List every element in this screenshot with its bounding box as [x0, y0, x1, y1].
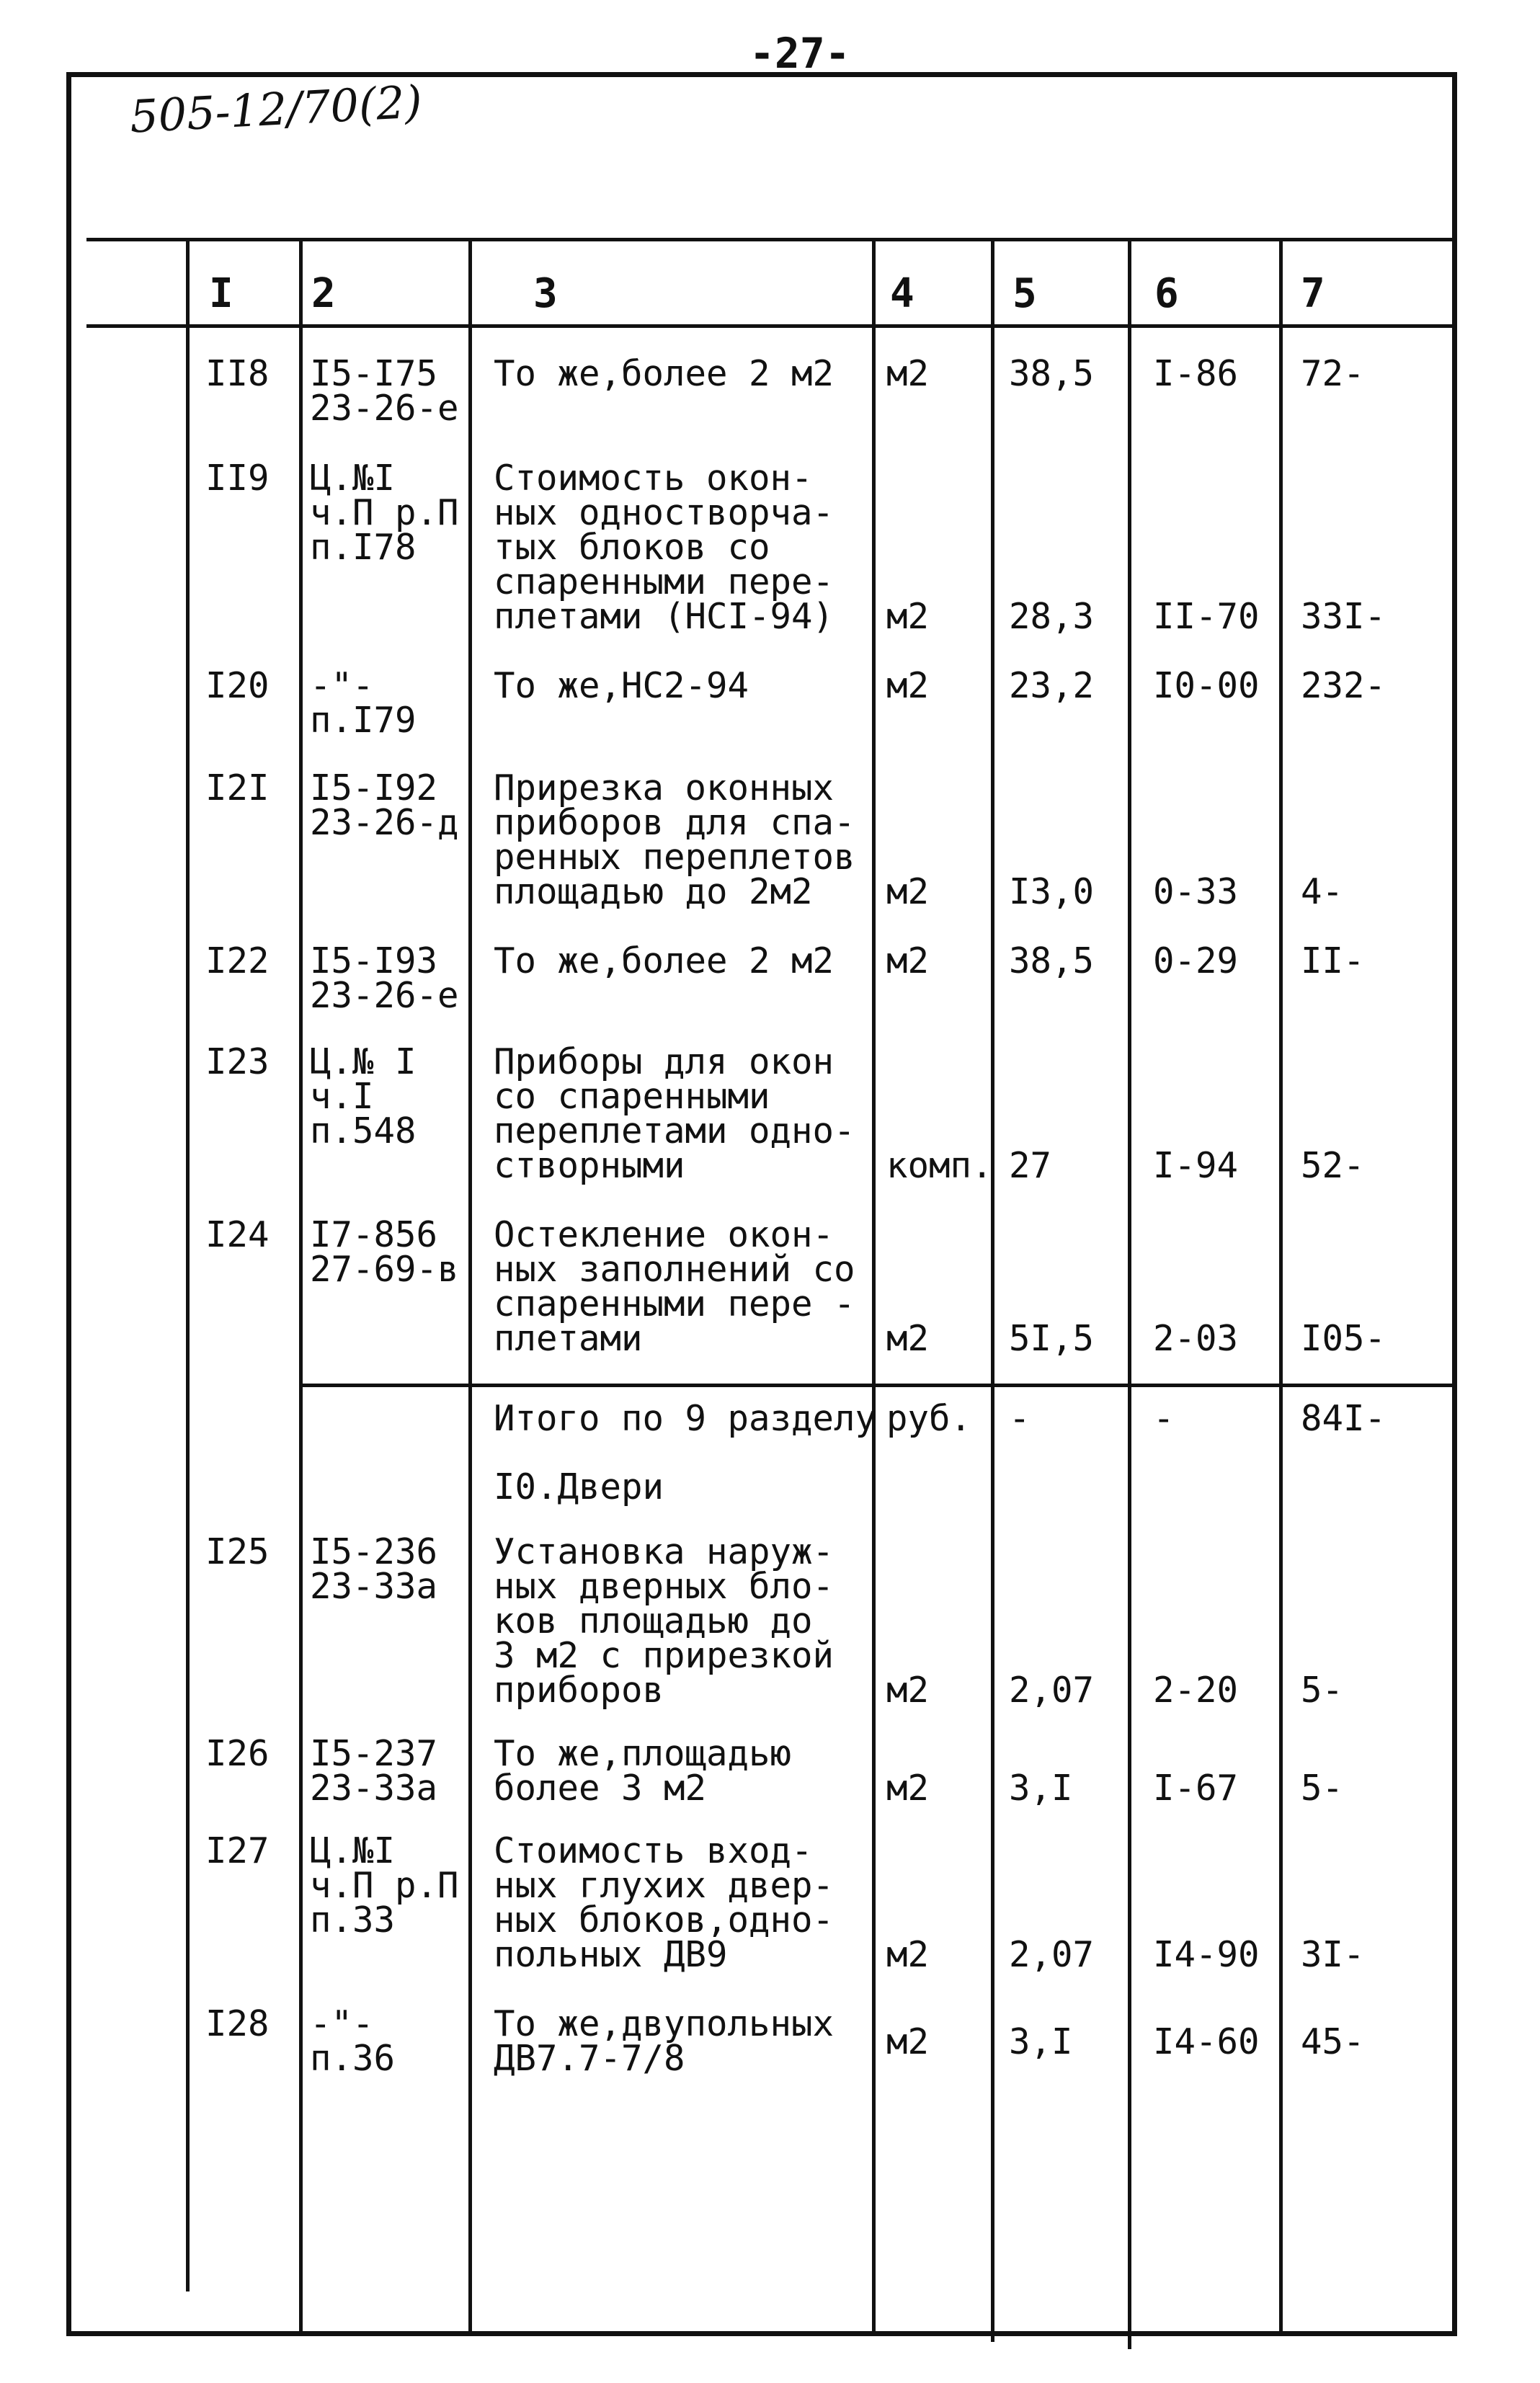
row-price: I0-00 — [1153, 665, 1260, 706]
row-sum: I05- — [1301, 1318, 1387, 1359]
row-description: То же,площадью более 3 м2 — [494, 1733, 792, 1809]
column-divider-4 — [872, 238, 876, 2331]
row-number: I20 — [205, 665, 270, 706]
row-price: 0-29 — [1153, 940, 1239, 981]
row-unit: м2 — [886, 940, 930, 981]
row-code: -"- п.36 — [310, 2003, 396, 2079]
row-description: Прирезка оконных приборов для спа- ренных переплетов площадью до 2м2 — [494, 767, 855, 912]
row-unit: м2 — [886, 1934, 930, 1975]
row-sum: II- — [1301, 940, 1365, 981]
row-sum: 5- — [1301, 1768, 1344, 1809]
row-description: Стоимость окон- ных одностворча- тых блоков со спаренными пере- плетами (НСI-94) — [494, 458, 834, 637]
row-number: I25 — [205, 1531, 270, 1572]
header-col-6: 6 — [1154, 270, 1179, 317]
row-number: I27 — [205, 1830, 270, 1871]
row-unit: м2 — [886, 596, 930, 637]
subtotal-price: - — [1153, 1398, 1175, 1439]
row-description: Остекление окон- ных заполнений со спаренными пере - плетами — [494, 1214, 855, 1359]
row-number: I28 — [205, 2003, 270, 2044]
row-description: Приборы для окон со спаренными переплетами одно- створными — [494, 1041, 855, 1186]
subtotal-quantity: - — [1009, 1398, 1031, 1439]
row-sum: 5- — [1301, 1670, 1344, 1711]
row-price: I-67 — [1153, 1768, 1239, 1809]
row-code: I5-236 23-33а — [310, 1531, 438, 1607]
column-divider-7 — [1279, 238, 1283, 2335]
header-col-5: 5 — [1012, 270, 1037, 317]
handwritten-note: 505-12/70(2) — [128, 75, 424, 143]
row-code: Ц.№I ч.П р.П п.33 — [310, 1830, 459, 1941]
row-sum: 33I- — [1301, 596, 1387, 637]
row-quantity: 38,5 — [1009, 353, 1095, 394]
column-divider-5 — [991, 238, 994, 2342]
header-bottom-line — [86, 324, 1452, 328]
row-number: I24 — [205, 1214, 270, 1255]
row-price: I-94 — [1153, 1145, 1239, 1186]
page-number: -27- — [749, 29, 850, 78]
row-unit: комп. — [886, 1145, 993, 1186]
row-sum: 4- — [1301, 871, 1344, 912]
row-price: II-70 — [1153, 596, 1260, 637]
row-unit: м2 — [886, 871, 930, 912]
row-price: I4-90 — [1153, 1934, 1260, 1975]
row-quantity: 2,07 — [1009, 1934, 1095, 1975]
row-price: I-86 — [1153, 353, 1239, 394]
row-quantity: 3,I — [1009, 1768, 1073, 1809]
row-description: Установка наруж- ных дверных бло- ков площадью до 3 м2 с прирезкой приборов — [494, 1531, 834, 1711]
row-price: I4-60 — [1153, 2021, 1260, 2062]
row-sum: 52- — [1301, 1145, 1365, 1186]
row-number: I22 — [205, 940, 270, 981]
row-code: Ц.№ I ч.I п.548 — [310, 1041, 417, 1152]
row-sum: 72- — [1301, 353, 1365, 394]
row-sum: 45- — [1301, 2021, 1365, 2062]
row-quantity: 38,5 — [1009, 940, 1095, 981]
header-col-3: 3 — [533, 270, 558, 317]
row-code: -"- п.I79 — [310, 665, 417, 741]
row-unit: м2 — [886, 1670, 930, 1711]
row-quantity: 3,I — [1009, 2021, 1073, 2062]
row-description: То же,НС2-94 — [494, 665, 749, 706]
subtotal-sum: 84I- — [1301, 1398, 1387, 1439]
row-code: I5-I93 23-26-е — [310, 940, 459, 1016]
row-unit: м2 — [886, 665, 930, 706]
row-code: Ц.№I ч.П р.П п.I78 — [310, 458, 459, 568]
row-price: 2-03 — [1153, 1318, 1239, 1359]
row-quantity: 28,3 — [1009, 596, 1095, 637]
row-number: I26 — [205, 1733, 270, 1774]
row-quantity: 27 — [1009, 1145, 1052, 1186]
row-description: Стоимость вход- ных глухих двер- ных блоков,одно- польных ДВ9 — [494, 1830, 834, 1975]
row-code: I5-I75 23-26-е — [310, 353, 459, 429]
header-col-1: I — [209, 270, 233, 317]
column-divider-6 — [1128, 238, 1131, 2349]
header-col-4: 4 — [890, 270, 914, 317]
row-description: То же,более 2 м2 — [494, 940, 834, 981]
column-divider-2 — [299, 238, 303, 2331]
row-sum: 3I- — [1301, 1934, 1365, 1975]
column-divider-3 — [468, 238, 472, 2331]
row-quantity: I3,0 — [1009, 871, 1095, 912]
row-code: I7-856 27-69-в — [310, 1214, 459, 1290]
row-price: 0-33 — [1153, 871, 1239, 912]
row-number: I2I — [205, 767, 270, 809]
row-number: II8 — [205, 353, 270, 394]
subtotal-unit: руб. — [886, 1398, 972, 1439]
row-code: I5-I92 23-26-д — [310, 767, 459, 843]
row-unit: м2 — [886, 1318, 930, 1359]
row-sum: 232- — [1301, 665, 1387, 706]
header-col-2: 2 — [311, 270, 336, 317]
column-divider-1 — [186, 238, 190, 2291]
row-quantity: 5I,5 — [1009, 1318, 1095, 1359]
row-number: II9 — [205, 458, 270, 499]
row-description: То же,двупольных ДВ7.7-7/8 — [494, 2003, 834, 2079]
document-frame — [66, 72, 1457, 2336]
row-unit: м2 — [886, 2021, 930, 2062]
row-number: I23 — [205, 1041, 270, 1082]
row-quantity: 2,07 — [1009, 1670, 1095, 1711]
header-col-7: 7 — [1301, 270, 1325, 317]
subtotal-label: Итого по 9 разделу — [494, 1398, 877, 1439]
row-description: То же,более 2 м2 — [494, 353, 834, 394]
row-quantity: 23,2 — [1009, 665, 1095, 706]
row-unit: м2 — [886, 1768, 930, 1809]
section-title: I0.Двери — [494, 1466, 664, 1507]
row-price: 2-20 — [1153, 1670, 1239, 1711]
row-unit: м2 — [886, 353, 930, 394]
header-top-line — [86, 238, 1452, 241]
row-code: I5-237 23-33а — [310, 1733, 438, 1809]
